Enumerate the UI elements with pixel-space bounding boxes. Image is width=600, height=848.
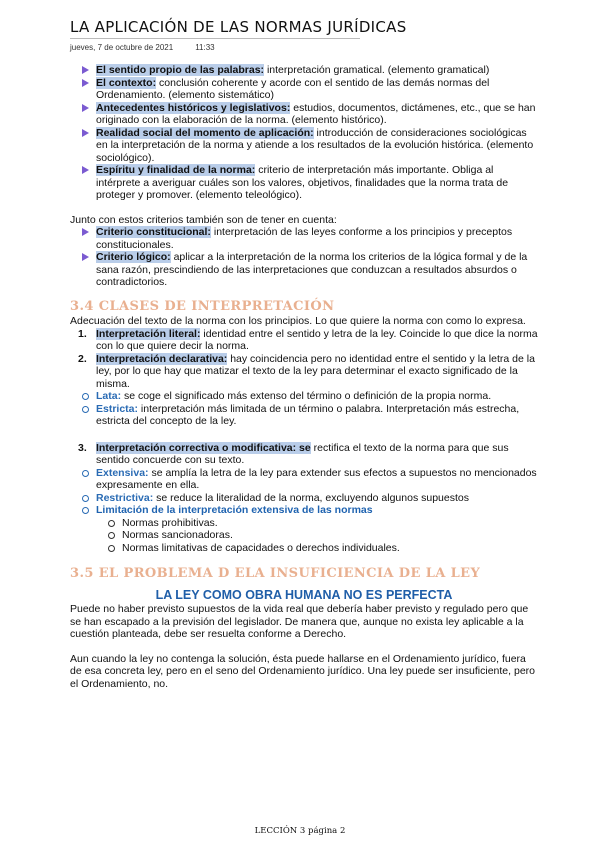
paragraph: Puede no haber previsto supuestos de la vida real que debería haber previsto y regulado pero que se han escapado a la previsión del legislador. De manera que, aunque no exista ley aplicable a la cuestión planteada, debe ser resuelta conforme a Derecho. [70,603,529,640]
section-heading: 3.5 EL PROBLEMA D ELA INSUFICIENCIA DE LA LEY [70,566,481,581]
list-item: Criterio lógico: aplicar a la interpretación de la norma los criterios de la lógica formal y de la sana razón, prescindiendo de las interpretaciones que conduzcan a resultados absurdos o contradictorios. [70,251,538,289]
sub-list [96,467,538,555]
circle-bullet-icon [108,532,115,539]
additional-criteria-list [70,226,538,289]
title-underline [70,38,360,39]
page-footer: LECCIÓN 3 página 2 [254,826,346,836]
sub-list-item: Lata: se coge el significado más extenso del término o definición de la propia norma. [70,390,538,403]
list-item: El contexto: conclusión coherente y acorde con el sentido de las demás normas del Ordenamiento. (elemento sistemático) [70,77,538,102]
paragraph: Aun cuando la ley no contenga la solución, ésta puede hallarse en el Ordenamiento jurídico, fuera de esa concreta ley, pero en el seno del Ordenamiento jurídico. Una ley puede ser insuficiente, pero el Ordenamiento, no. [70,652,535,690]
list-item: Espíritu y finalidad de la norma: criterio de interpretación más importante. Obliga al intérprete a averiguar cuáles son los valores, objetivos, finalidades que la norma trata de proteger y promover. (elemento teleológico). [70,164,538,202]
list-item: Criterio constitucional: interpretación de las leyes conforme a los principios y preceptos constitucionales. [70,226,538,251]
list-item: El sentido propio de las palabras: interpretación gramatical. (elemento gramatical) [70,64,538,77]
criteria-list [70,64,538,202]
sub-list-item: Estricta: interpretación más limitada de un término o palabra. Interpretación más estrecha, estricta del concepto de la ley. [70,403,538,428]
arrow-bullet-icon [82,66,89,74]
circle-bullet-icon [82,406,89,413]
arrow-bullet-icon [82,79,89,87]
note-content [70,64,538,690]
circle-bullet-icon [82,393,89,400]
arrow-bullet-icon [82,104,89,112]
circle-bullet-icon [82,470,89,477]
limits-list [96,517,538,555]
page-time: 11:33 [195,43,215,52]
interpretation-types-list [70,328,538,555]
sub-list-item: Extensiva: se amplía la letra de la ley para extender sus efectos a supuestos no mencionados expresamente en ella. [70,467,538,492]
criteria-intro: Junto con estos criterios también son de tener en cuenta: [70,213,337,226]
arrow-bullet-icon [82,228,89,236]
circle-bullet-icon [82,507,89,514]
list-item: Antecedentes históricos y legislativos: estudios, documentos, dictámenes, etc., que se han originado con la elaboración de la norma. (elemento histórico). [70,102,538,127]
list-item: 2. Interpretación declarativa: hay coincidencia pero no identidad entre el sentido y la letra de la ley, por lo que hay que matizar el texto de la ley para determinar el exacto significado de la misma. Lata: se coge el significado más extenso del término o definición de la propia norma. Estricta: interpretación más limitada de un término o palabra. Interpretación más estrecha, estricta del concepto de la ley. [70,353,538,428]
limits-item: Normas limitativas de capacidades o derechos individuales. [70,542,538,555]
limits-item: Normas sancionadoras. [70,529,538,542]
sub-list-item: Limitación de la interpretación extensiva de las normas Normas prohibitivas. Normas sancionadoras. Normas limitativas de capacidades o derechos individuales. [70,504,538,554]
list-item: 1. Interpretación literal: identidad entre el sentido y letra de la ley. Coincide lo que dice la norma con lo que quiere decir la norma. [78,327,538,352]
arrow-bullet-icon [82,253,89,261]
circle-bullet-icon [108,545,115,552]
section-heading: 3.4 CLASES DE INTERPRETACIÓN [70,298,335,314]
list-item: Realidad social del momento de aplicación: introducción de consideraciones sociológicas en la interpretación de la norma y atiende a los resultados de la evolución histórica. (elemento sociológico). [70,127,538,165]
list-item: 3. Interpretación correctiva o modificativa: se rectifica el texto de la norma para que sus sentido concuerde con su texto. Extensiva: se amplía la letra de la ley para extender sus efectos a supuestos no mencionados expresamente en ella. Restrictiva: se reduce la literalidad de la norma, excluyendo algunos supuestos Limitación de la interpretación extensiva de las normas Normas prohibitivas. Normas sancionadoras. Normas limitativas de capacidades o derechos individuales. [70,442,538,555]
section-intro: Adecuación del texto de la norma con los principios. Lo que quiere la norma con como lo expresa. [70,315,526,327]
sub-list-item: Restrictiva: se reduce la literalidad de la norma, excluyendo algunos supuestos [70,492,538,505]
page-timestamp [70,43,215,52]
circle-bullet-icon [82,495,89,502]
limits-item: Normas prohibitivas. [70,517,538,530]
sub-heading: LA LEY COMO OBRA HUMANA NO ES PERFECTA [155,587,453,602]
page-date: jueves, 7 de octubre de 2021 [70,43,174,52]
circle-bullet-icon [108,520,115,527]
arrow-bullet-icon [82,129,89,137]
arrow-bullet-icon [82,166,89,174]
page-title: LA APLICACIÓN DE LAS NORMAS JURÍDICAS [70,18,407,36]
sub-list [96,390,538,428]
